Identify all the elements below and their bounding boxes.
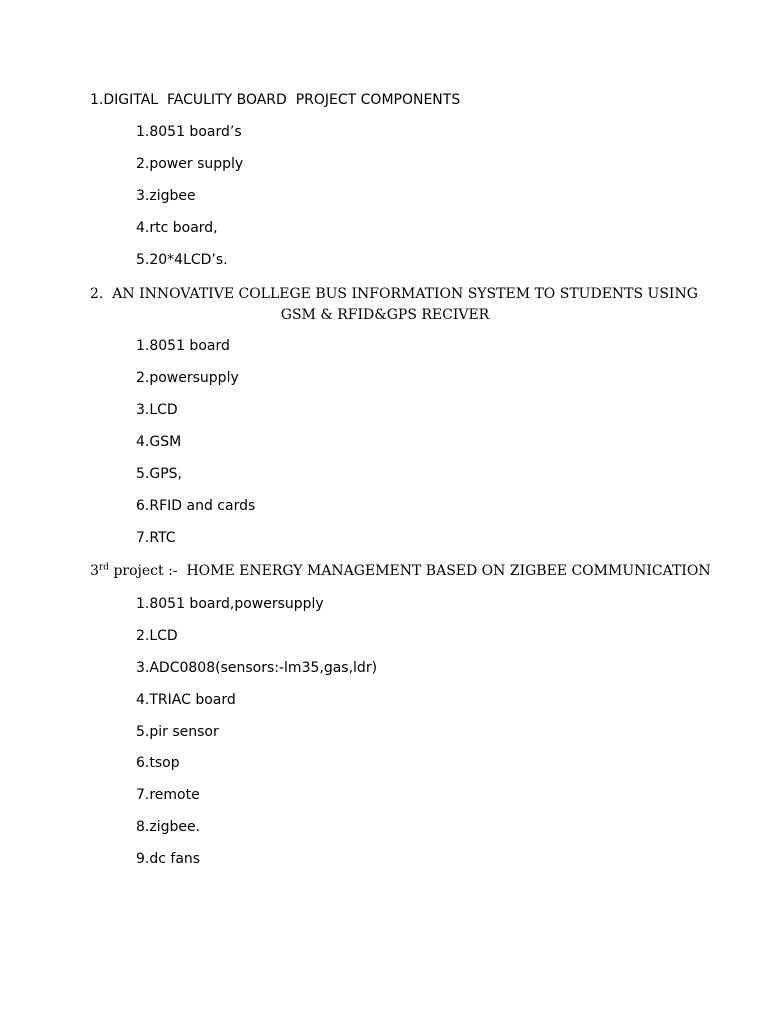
project1-item-4: 4.rtc board, xyxy=(136,220,218,236)
project3-item-8: 8.zigbee. xyxy=(136,819,201,835)
project2-item-5: 5.GPS, xyxy=(136,466,182,482)
project3-item-5: 5.pir sensor xyxy=(136,724,219,740)
project2-item-6: 6.RFID and cards xyxy=(136,498,256,514)
project3-item-6: 6.tsop xyxy=(136,755,180,771)
project1-item-2: 2.power supply xyxy=(136,156,244,172)
project1-item-1: 1.8051 board’s xyxy=(136,124,242,140)
project3-item-2: 2.LCD xyxy=(136,628,178,644)
project2-heading-line2: GSM & RFID&GPS RECIVER xyxy=(280,307,490,323)
project3-item-9: 9.dc fans xyxy=(136,851,201,867)
project1-heading: 1.DIGITAL FACULITY BOARD PROJECT COMPONENTS xyxy=(90,92,461,108)
project1-item-3: 3.zigbee xyxy=(136,188,196,204)
project3-heading-prefix: project :- xyxy=(109,563,187,579)
project3-item-1: 1.8051 board,powersupply xyxy=(136,596,324,612)
project3-item-7: 7.remote xyxy=(136,787,200,803)
project2-item-3: 3.LCD xyxy=(136,402,178,418)
project2-item-7: 7.RTC xyxy=(136,530,176,546)
project2-item-1: 1.8051 board xyxy=(136,338,230,354)
project3-heading-number: 3 xyxy=(90,563,99,579)
project2-item-4: 4.GSM xyxy=(136,434,182,450)
project3-heading-title: HOME ENERGY MANAGEMENT BASED ON ZIGBEE COMMUNICATION xyxy=(186,563,711,579)
project3-heading xyxy=(90,561,711,581)
project1-item-5: 5.20*4LCD’s. xyxy=(136,252,228,268)
project2-item-2: 2.powersupply xyxy=(136,370,239,386)
project3-item-4: 4.TRIAC board xyxy=(136,692,236,708)
project3-heading-ordinal: rd xyxy=(98,562,109,573)
project2-heading-line1: 2. AN INNOVATIVE COLLEGE BUS INFORMATION SYSTEM TO STUDENTS USING xyxy=(90,286,698,302)
project3-item-3: 3.ADC0808(sensors:-lm35,gas,ldr) xyxy=(136,660,378,676)
